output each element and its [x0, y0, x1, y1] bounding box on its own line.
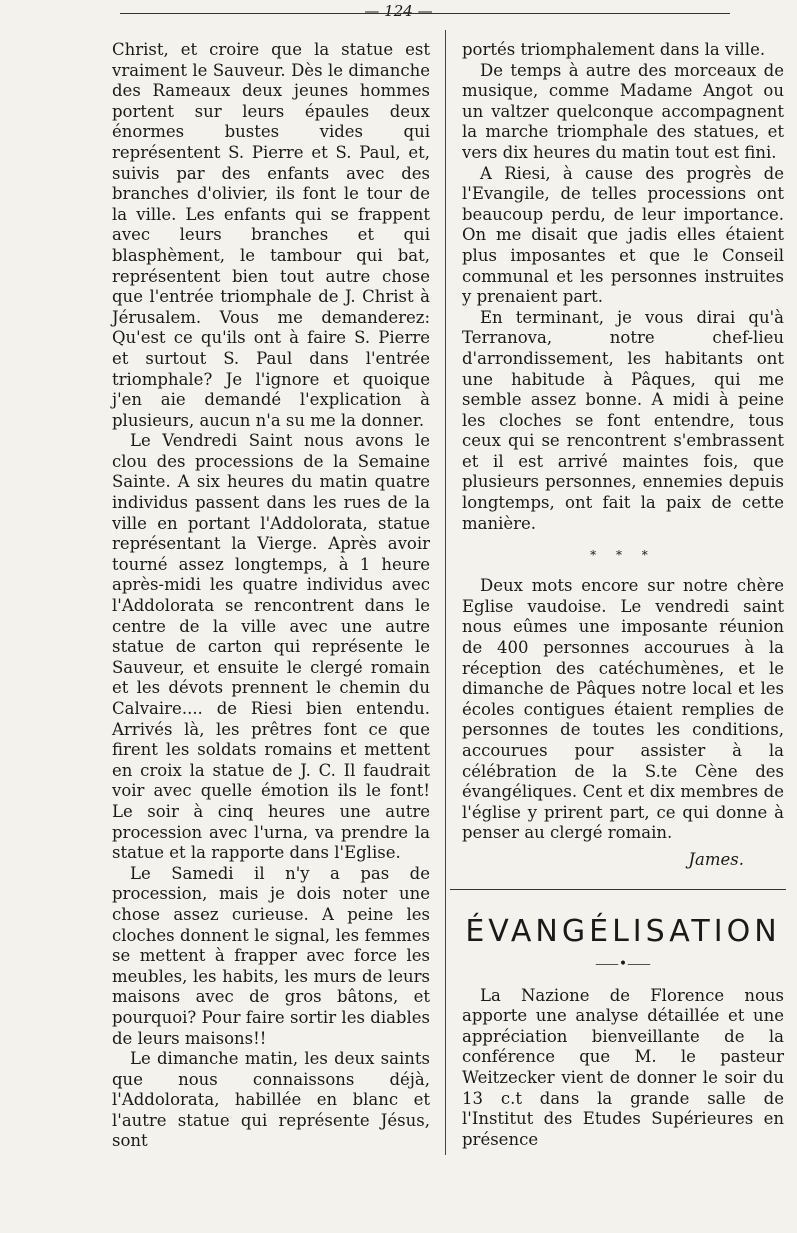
- section-title: ÉVANGÉLISATION: [465, 913, 781, 949]
- asterism: * * *: [590, 548, 656, 563]
- ornament: ⸺•⸺: [595, 955, 651, 972]
- left-column: [112, 40, 430, 1152]
- column-divider: [445, 30, 446, 1155]
- section-rule: [450, 889, 786, 890]
- paragraph-vendredi-saint: Le Vendredi Saint nous avons le clou des processions de la Semaine Sainte. A six heures du matin quatre individus passent dans les rues de la ville en portant l'Addolorata, statue représentant la Vierge. Après avoir tourné assez longtemps, à 1 heure après-midi les quatre individus avec l'Addolorata se rencontrent dans le centre de la ville avec une autre statue de carton qui représente le Sauveur, et ensuite le clergé romain et les dévots prennent le chemin du Calvaire.... de Riesi bien entendu. Arrivés là, les prêtres font ce que firent les soldats romains et mettent en croix la statue de J. C. Il faudrait voir avec quelle émotion ils le font! Le soir à cinq heures une autre procession avec l'urna, va prendre la statue et la rapporte dans l'Eglise.: [112, 431, 430, 863]
- right-column: [462, 40, 784, 1150]
- paragraph-riesi: A Riesi, à cause des progrès de l'Evangile, de telles processions ont beaucoup perdu, de leur importance. On me disait que jadis elles étaient plus imposantes et que le Conseil communal et les personnes instruites y prenaient part.: [462, 163, 784, 307]
- paragraph-dimanche: Le dimanche matin, les deux saints que nous connaissons déjà, l'Addolorata, habillée en blanc et l'autre statue qui représente Jésus, sont: [112, 1049, 430, 1151]
- paragraph-continuation: portés triomphalement dans la ville.: [462, 40, 766, 59]
- page-number: — 124 —: [364, 2, 433, 20]
- paragraph-musique: De temps à autre des morceaux de musique, comme Madame Angot ou un valtzer quelconque accompagnent la marche triomphale des statues, et vers dix heures du matin tout est fini.: [462, 60, 784, 162]
- paragraph-nazione: La Nazione de Florence nous apporte une analyse détaillée et une appréciation bienveillante de la conférence que M. le pasteur Weitzecker vient de donner le soir du 13 c.t dans la grande salle de l'Institut des Etudes Supérieures en présence: [462, 985, 784, 1149]
- paragraph-samedi: Le Samedi il n'y a pas de procession, mais je dois noter une chose assez curieuse. A peine les cloches donnent le signal, les femmes se mettent à frapper avec force les meubles, les habits, les murs de leurs maisons avec de gros bâtons, et pourquoi? Pour faire sortir les diables de leurs maisons!!: [112, 863, 430, 1048]
- signature: James.: [688, 849, 744, 869]
- paragraph-rameaux: Christ, et croire que la statue est vraiment le Sauveur. Dès le dimanche des Rameaux deux jeunes hommes portent sur leurs épaules deux énormes bustes vides qui représentent S. Pierre et S. Paul, et, suivis par des enfants avec des branches d'olivier, ils font le tour de la ville. Les enfants qui se frappent avec leurs branches et qui blasphèment, le tambour qui bat, représentent bien tout autre chose que l'entrée triomphale de J. Christ à Jérusalem. Vous me demanderez: Qu'est ce qu'ils ont à faire S. Pierre et surtout S. Paul dans l'entrée triomphale? Je l'ignore et quoique j'en aie demandé l'explication à plusieurs, aucun n'a su me la donner.: [112, 40, 430, 430]
- paragraph-terranova: En terminant, je vous dirai qu'à Terranova, notre chef-lieu d'arrondissement, les habitants ont une habitude à Pâques, qui me semble assez bonne. A midi à peine les cloches se font entendre, tous ceux qui se rencontrent s'embrassent et il est arrivé maintes fois, que plusieurs personnes, ennemies depuis longtemps, ont fait la paix de cette manière.: [462, 307, 784, 533]
- header-rule: [120, 13, 730, 14]
- paragraph-eglise-vaudoise: Deux mots encore sur notre chère Eglise vaudoise. Le vendredi saint nous eûmes une imposante réunion de 400 personnes accourues à la réception des catéchumènes, et le dimanche de Pâques notre local et les écoles contigues étaient remplies de personnes de toutes les conditions, accourues pour assister à la célébration de la S.te Cène des évangéliques. Cent et dix membres de l'église y prirent part, ce qui donne à penser au clergé romain.: [462, 576, 784, 843]
